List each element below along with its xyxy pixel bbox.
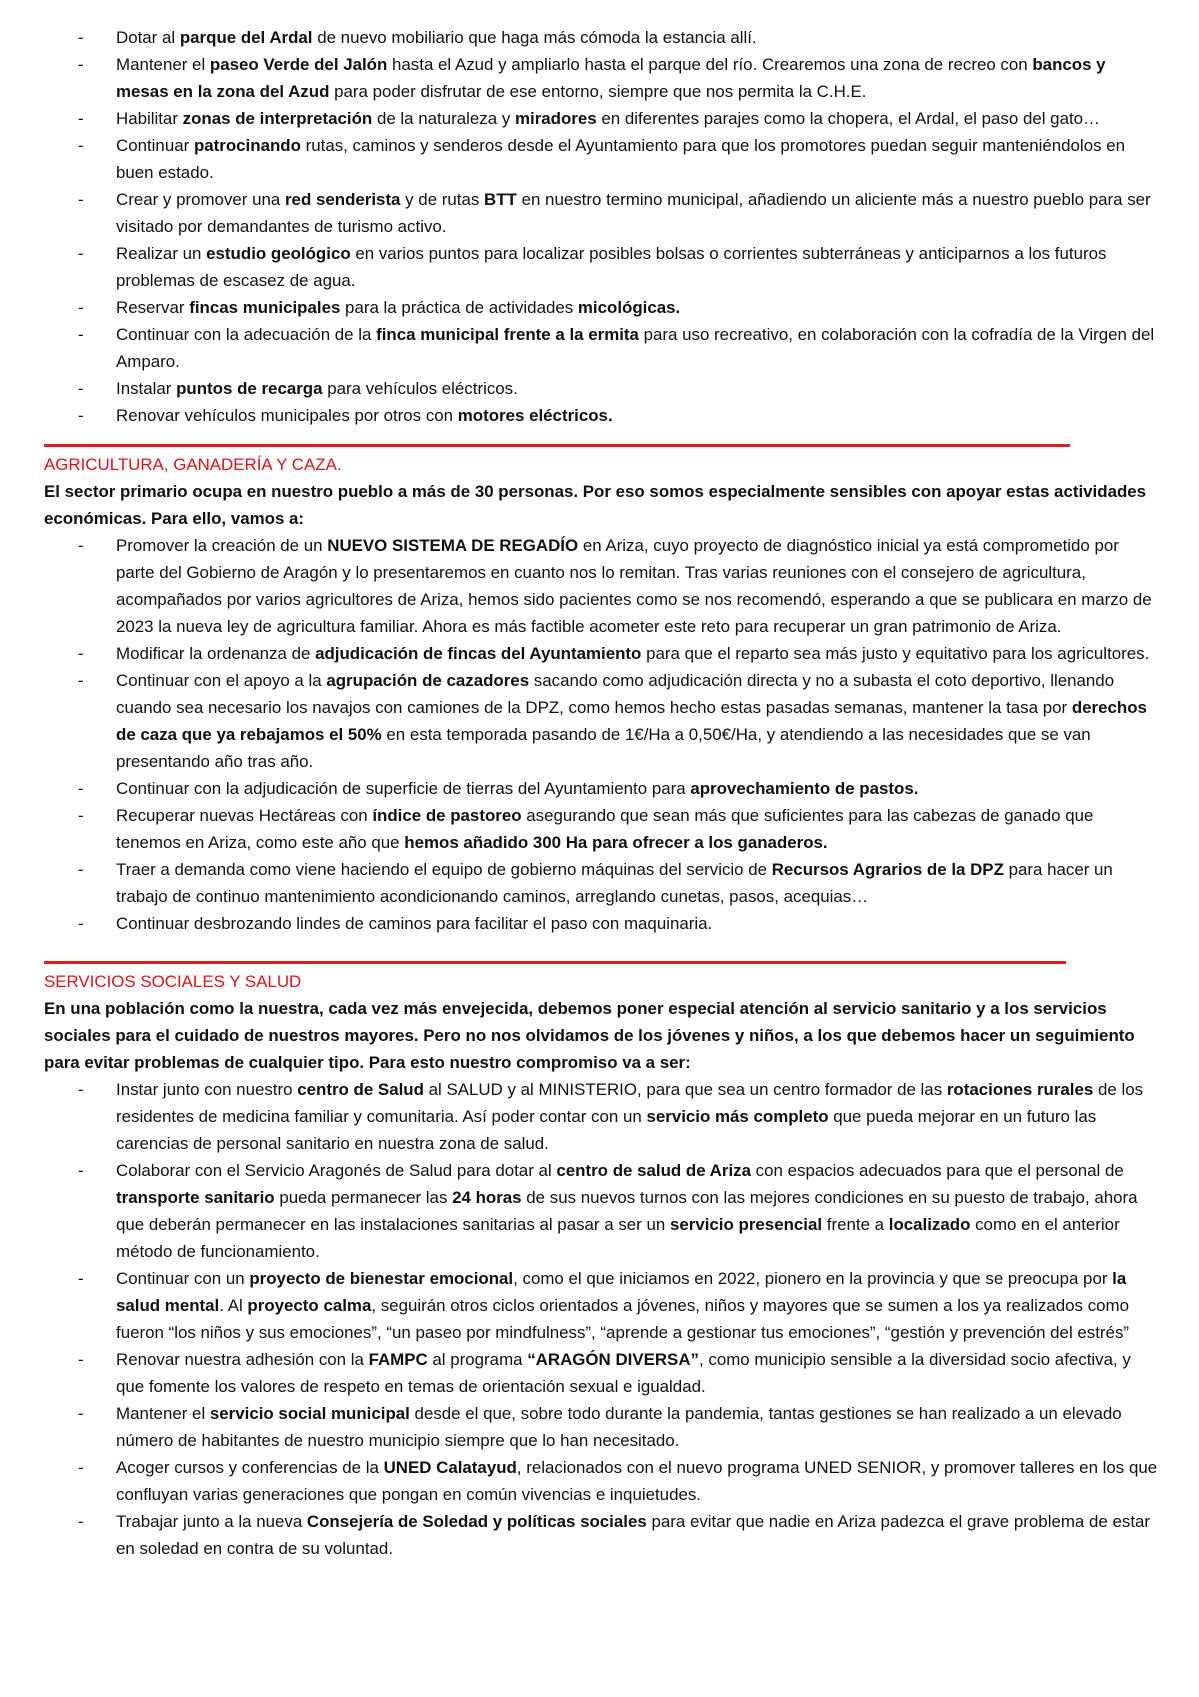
list-item: [44, 667, 1160, 775]
text: Reservar: [116, 298, 190, 317]
text: en esta temporada pasando de 1€/Ha a 0,50€/Ha, y atendiendo a las necesidades que se van presentando año tras año.: [116, 725, 1091, 771]
text: asegurando que sean más que suficientes para las cabezas de ganado que tenemos en Ariza, como este año que: [116, 806, 1094, 852]
text: para que el reparto sea más justo y equitativo para los agricultores.: [641, 644, 1150, 663]
text: como en el anterior método de funcionamiento.: [116, 1215, 1120, 1261]
list-item: [44, 186, 1160, 240]
section-intro-social-services: En una población como la nuestra, cada vez más envejecida, debemos poner especial atención al servicio sanitario y a los servicios sociales para el cuidado de nuestros mayores. Pero no nos olvidamos de los jóvenes y niños, a los que debemos hacer un seguimiento para evitar problemas de cualquier tipo. Para esto nuestro compromiso va a ser:: [44, 999, 1135, 1072]
bold-text: Consejería de Soledad y políticas sociales: [306, 1512, 647, 1531]
text: Habilitar: [116, 109, 183, 128]
bold-text: derechos de caza que ya rebajamos el 50%: [116, 698, 1147, 744]
text: , como el que iniciamos en 2022, pionero en la provincia y que se preocupa por: [513, 1269, 1113, 1288]
text: que pueda mejorar en un futuro las carencias de personal sanitario en nuestra zona de salud.: [116, 1107, 1097, 1153]
bold-text: 24 horas: [452, 1188, 522, 1207]
social-services-bullet-list: [44, 1076, 1160, 1562]
text: Traer a demanda como viene haciendo el equipo de gobierno máquinas del servicio de: [116, 860, 772, 879]
text: Crear y promover una: [116, 190, 285, 209]
list-item: [44, 1346, 1160, 1400]
bold-text: NUEVO SISTEMA DE REGADÍO: [327, 536, 579, 555]
text: Continuar desbrozando lindes de caminos para facilitar el paso con maquinaria.: [116, 914, 713, 933]
text: Trabajar junto a la nueva: [116, 1512, 307, 1531]
list-item: [44, 775, 1160, 802]
agriculture-bullet-list: [44, 532, 1160, 937]
text: hasta el Azud y ampliarlo hasta el parque del río. Crearemos una zona de recreo con: [387, 55, 1033, 74]
bold-text: estudio geológico: [206, 244, 351, 263]
text: al programa: [427, 1350, 528, 1369]
text: Dotar al: [116, 28, 180, 47]
bold-text: servicio social municipal: [209, 1404, 410, 1423]
text: , como municipio sensible a la diversidad socio afectiva, y que fomente los valores de respeto en temas de orientación sexual e igualdad.: [116, 1350, 1131, 1396]
bold-text: motores eléctricos.: [457, 406, 613, 425]
text: frente a: [822, 1215, 889, 1234]
bold-text: paseo Verde del Jalón: [209, 55, 388, 74]
bold-text: miradores: [514, 109, 597, 128]
bold-text: servicio presencial: [669, 1215, 823, 1234]
bold-text: transporte sanitario: [116, 1188, 275, 1207]
bold-text: FAMPC: [368, 1350, 428, 1369]
list-item: [44, 532, 1160, 640]
list-item: [44, 1076, 1160, 1157]
text: al SALUD y al MINISTERIO, para que sea un centro formador de las: [423, 1080, 947, 1099]
text: para poder disfrutar de ese entorno, siempre que nos permita la C.H.E.: [329, 82, 867, 101]
bold-text: finca municipal frente a la ermita: [376, 325, 639, 344]
bold-text: rotaciones rurales: [946, 1080, 1094, 1099]
text: . Al: [219, 1296, 248, 1315]
text: Renovar vehículos municipales por otros con: [116, 406, 458, 425]
text: Continuar con la adecuación de la: [116, 325, 377, 344]
text: Instalar: [116, 379, 177, 398]
text: Mantener el: [116, 1404, 210, 1423]
list-item: [44, 105, 1160, 132]
text: Realizar un: [116, 244, 207, 263]
text: desde el que, sobre todo durante la pandemia, tantas gestiones se han realizado a un elevado número de habitantes de nuestro municipio siempre que lo han necesitado.: [116, 1404, 1122, 1450]
list-item: [44, 1157, 1160, 1265]
list-item: [44, 321, 1160, 375]
document-page: [44, 24, 1160, 1562]
bold-text: localizado: [888, 1215, 971, 1234]
text: de nuevo mobiliario que haga más cómoda la estancia allí.: [312, 28, 757, 47]
list-item: [44, 24, 1160, 51]
text: de sus nuevos turnos con las mejores condiciones en su puesto de trabajo, ahora que deberán permanecer en las instalaciones sanitarias al pasar a ser un: [116, 1188, 1138, 1234]
bold-text: proyecto calma: [247, 1296, 372, 1315]
text: Continuar: [116, 136, 194, 155]
list-item: [44, 51, 1160, 105]
text: sacando como adjudicación directa y no a subasta el coto deportivo, llenando cuando sea necesario los navajos con camiones de la DPZ, como hemos hecho estas pasadas semanas, mantener la tasa por: [116, 671, 1115, 717]
bold-text: agrupación de cazadores: [326, 671, 530, 690]
text: rutas, caminos y senderos desde el Ayuntamiento para que los promotores puedan seguir manteniéndolos en buen estado.: [116, 136, 1126, 182]
text: con espacios adecuados para que el personal de: [750, 1161, 1124, 1180]
bold-text: Recursos Agrarios de la DPZ: [771, 860, 1004, 879]
text: y de rutas: [400, 190, 485, 209]
list-item: [44, 132, 1160, 186]
bold-text: servicio más completo: [646, 1107, 829, 1126]
list-item: [44, 640, 1160, 667]
text: Colaborar con el Servicio Aragonés de Salud para dotar al: [116, 1161, 557, 1180]
text: Continuar con un: [116, 1269, 250, 1288]
intro-bullet-list: [44, 24, 1160, 429]
bold-text: micológicas.: [577, 298, 681, 317]
bold-text: índice de pastoreo: [372, 806, 522, 825]
bold-text: centro de salud de Ariza: [556, 1161, 751, 1180]
bold-text: bancos y mesas en la zona del Azud: [116, 55, 1106, 101]
text: Continuar con la adjudicación de superficie de tierras del Ayuntamiento para: [116, 779, 691, 798]
text: Acoger cursos y conferencias de la: [116, 1458, 384, 1477]
list-item: [44, 856, 1160, 910]
text: en Ariza, cuyo proyecto de diagnóstico inicial ya está comprometido por parte del Gobierno de Aragón y lo presentaremos en cuanto nos lo remitan. Tras varias reuniones con el consejero de agricultura, acompañados por varios agricultores de Ariza, hemos sido pacientes como se nos recomendó, esperando a que se publicara en marzo de 2023 la nueva ley de agricultura familiar. Ahora es más factible acometer este reto para recuperar un gran patrimonio de Ariza.: [116, 536, 1152, 636]
bold-text: zonas de interpretación: [182, 109, 373, 128]
bold-text: adjudicación de fincas del Ayuntamiento: [315, 644, 642, 663]
text: en varios puntos para localizar posibles bolsas o corrientes subterráneas y anticiparnos a los futuros problemas de escasez de agua.: [116, 244, 1107, 290]
text: , seguirán otros ciclos orientados a jóvenes, niños y mayores que se sumen a los ya realizados como fueron “los niños y sus emociones”, “un paseo por mindfulness”, “aprende a gestionar tus emociones”, “gestión y prevención del estrés”: [116, 1296, 1130, 1342]
text: en diferentes parajes como la chopera, el Ardal, el paso del gato…: [596, 109, 1100, 128]
bold-text: centro de Salud: [297, 1080, 424, 1099]
list-item: [44, 375, 1160, 402]
bold-text: parque del Ardal: [179, 28, 313, 47]
bold-text: hemos añadido 300 Ha para ofrecer a los ganaderos.: [404, 833, 828, 852]
text: Instar junto con nuestro: [116, 1080, 298, 1099]
list-item: [44, 1454, 1160, 1508]
text: de la naturaleza y: [372, 109, 515, 128]
list-item: [44, 1265, 1160, 1346]
text: para uso recreativo, en colaboración con la cofradía de la Virgen del Amparo.: [116, 325, 1155, 371]
text: pueda permanecer las: [274, 1188, 453, 1207]
list-item: [44, 910, 1160, 937]
list-item: [44, 1400, 1160, 1454]
bold-text: puntos de recarga: [176, 379, 323, 398]
bold-text: “ARAGÓN DIVERSA”: [527, 1350, 699, 1369]
list-item: [44, 294, 1160, 321]
text: para hacer un trabajo de continuo mantenimiento acondicionando caminos, arreglando cunetas, pasos, acequias…: [116, 860, 1113, 906]
text: en nuestro termino municipal, añadiendo un aliciente más a nuestro pueblo para ser visitado por demandantes de turismo activo.: [116, 190, 1151, 236]
text: , relacionados con el nuevo programa UNED SENIOR, y promover talleres en los que confluyan varias generaciones que pongan en común vivencias e inquietudes.: [116, 1458, 1158, 1504]
list-item: [44, 1508, 1160, 1562]
list-item: [44, 802, 1160, 856]
text: Promover la creación de un: [116, 536, 328, 555]
bold-text: patrocinando: [193, 136, 301, 155]
text: de los residentes de medicina familiar y comunitaria. Así poder contar con un: [116, 1080, 1144, 1126]
text: Renovar nuestra adhesión con la: [116, 1350, 369, 1369]
section-title-agriculture: AGRICULTURA, GANADERÍA Y CAZA.: [44, 455, 342, 474]
text: Mantener el: [116, 55, 210, 74]
text: para la práctica de actividades: [340, 298, 578, 317]
text: para evitar que nadie en Ariza padezca el grave problema de estar en soledad en contra de su voluntad.: [116, 1512, 1151, 1558]
bold-text: aprovechamiento de pastos.: [690, 779, 919, 798]
text: para vehículos eléctricos.: [322, 379, 518, 398]
bold-text: fincas municipales: [189, 298, 341, 317]
red-divider: [44, 961, 1066, 964]
text: Modificar la ordenanza de: [116, 644, 316, 663]
bold-text: red senderista: [284, 190, 401, 209]
bold-text: BTT: [484, 190, 517, 209]
text: Continuar con el apoyo a la: [116, 671, 327, 690]
section-title-social-services: SERVICIOS SOCIALES Y SALUD: [44, 972, 302, 991]
list-item: [44, 402, 1160, 429]
bold-text: UNED Calatayud: [383, 1458, 517, 1477]
list-item: [44, 240, 1160, 294]
bold-text: proyecto de bienestar emocional: [249, 1269, 514, 1288]
text: Recuperar nuevas Hectáreas con: [116, 806, 373, 825]
bold-text: la salud mental: [116, 1269, 1127, 1315]
section-intro-agriculture: El sector primario ocupa en nuestro pueblo a más de 30 personas. Por eso somos especialmente sensibles con apoyar estas actividades económicas. Para ello, vamos a:: [44, 482, 1147, 528]
red-divider: [44, 444, 1070, 447]
